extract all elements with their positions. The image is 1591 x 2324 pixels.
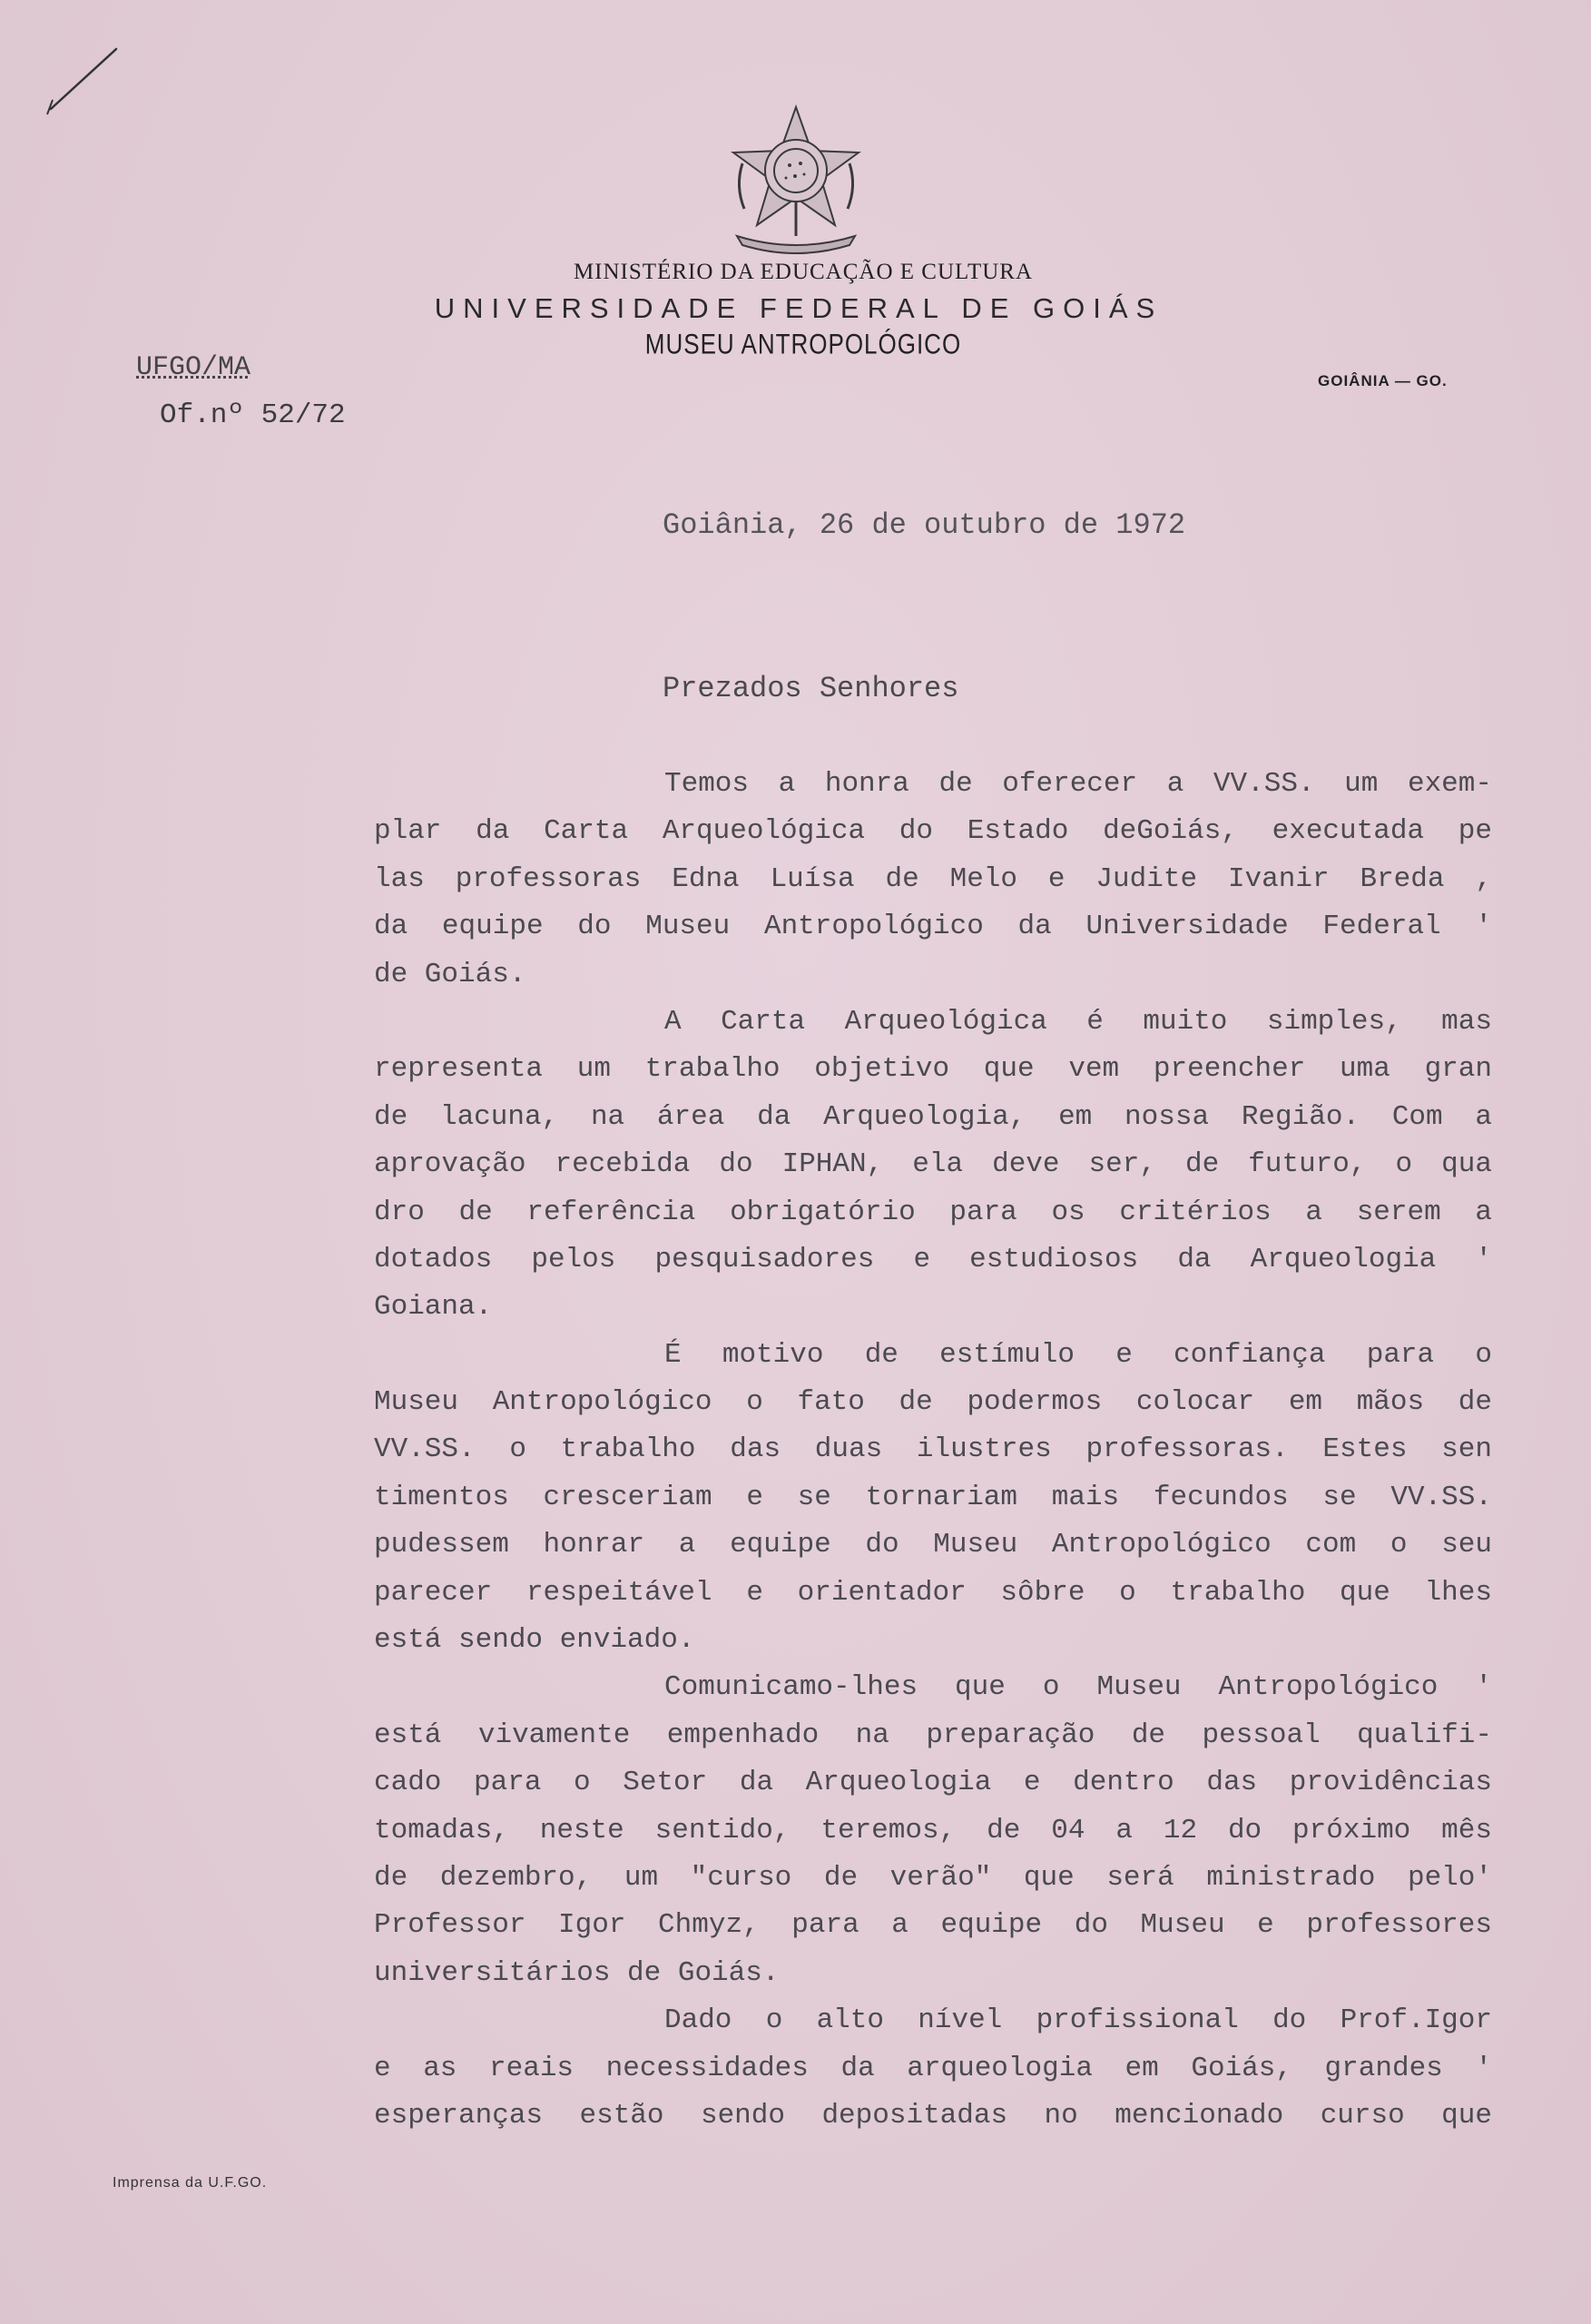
national-coat-of-arms-icon <box>717 100 876 259</box>
paragraph <box>374 1664 1492 1997</box>
text-line: da equipe do Museu Antropológico da Universidade Federal ' <box>374 911 1492 943</box>
text-line: cado para o Setor da Arqueologia e dentro das providências <box>374 1767 1492 1799</box>
paragraph <box>374 1332 1492 1665</box>
paragraph <box>374 999 1492 1332</box>
paragraph <box>374 1997 1492 2140</box>
museum-header: MUSEU ANTROPOLÓGICO <box>644 327 962 360</box>
text-line: de Goiás. <box>374 958 526 990</box>
text-line: pudessem honrar a equipe do Museu Antropológico com o seu <box>374 1529 1492 1561</box>
text-line: VV.SS. o trabalho das duas ilustres professoras. Estes sen <box>374 1433 1492 1466</box>
department-reference: UFGO/MA <box>136 352 251 383</box>
text-line: dro de referência obrigatório para os critérios a serem a <box>374 1196 1492 1228</box>
text-line: Professor Igor Chmyz, para a equipe do Museu e professores <box>374 1909 1492 1942</box>
pen-mark-icon <box>44 44 125 116</box>
text-line: Goiana. <box>374 1291 493 1324</box>
text-line: Museu Antropológico o fato de podermos colocar em mãos de <box>374 1386 1492 1419</box>
text-line: É motivo de estímulo e confiança para o <box>664 1338 1492 1371</box>
text-line: A Carta Arqueológica é muito simples, mas <box>664 1005 1492 1038</box>
text-line: representa um trabalho objetivo que vem preencher uma gran <box>374 1053 1492 1086</box>
text-line: está sendo enviado. <box>374 1624 695 1657</box>
text-line: e as reais necessidades da arqueologia em Goiás, grandes ' <box>374 2052 1492 2084</box>
text-line: parecer respeitável e orientador sôbre o trabalho que lhes <box>374 1576 1492 1609</box>
text-line: Comunicamo-lhes que o Museu Antropológico ' <box>664 1671 1492 1704</box>
salutation: Prezados Senhores <box>663 672 959 705</box>
text-line: Temos a honra de oferecer a VV.SS. um exem- <box>664 768 1492 800</box>
ministry-header: MINISTÉRIO DA EDUCAÇÃO E CULTURA <box>573 260 1034 284</box>
office-number: Of.nº 52/72 <box>160 399 346 431</box>
text-line: aprovação recebida do IPHAN, ela deve ser, de futuro, o qua <box>374 1148 1492 1181</box>
paragraph <box>374 761 1492 999</box>
university-header: UNIVERSIDADE FEDERAL DE GOIÁS <box>434 292 1164 324</box>
text-line: dotados pelos pesquisadores e estudiosos da Arqueologia ' <box>374 1243 1492 1275</box>
text-line: tomadas, neste sentido, teremos, de 04 a 12 do próximo mês <box>374 1814 1492 1846</box>
printer-imprint: Imprensa da U.F.GO. <box>113 2175 268 2191</box>
text-line: timentos cresceriam e se tornariam mais fecundos se VV.SS. <box>374 1481 1492 1513</box>
text-line: universitários de Goiás. <box>374 1956 780 1989</box>
text-line: está vivamente empenhado na preparação de pessoal qualifi- <box>374 1718 1492 1751</box>
text-line: las professoras Edna Luísa de Melo e Judite Ivanir Breda , <box>374 862 1492 895</box>
text-line: plar da Carta Arqueológica do Estado deGoiás, executada pe <box>374 815 1492 848</box>
letter-body <box>374 761 1492 2140</box>
text-line: esperanças estão sendo depositadas no mencionado curso que <box>374 2099 1492 2132</box>
text-line: Dado o alto nível profissional do Prof.Igor <box>664 2004 1492 2037</box>
letter-date: Goiânia, 26 de outubro de 1972 <box>663 508 1186 542</box>
text-line: de dezembro, um "curso de verão" que será ministrado pelo' <box>374 1861 1492 1894</box>
text-line: de lacuna, na área da Arqueologia, em nossa Região. Com a <box>374 1100 1492 1133</box>
letterhead-city: GOIÂNIA — GO. <box>1318 372 1448 389</box>
